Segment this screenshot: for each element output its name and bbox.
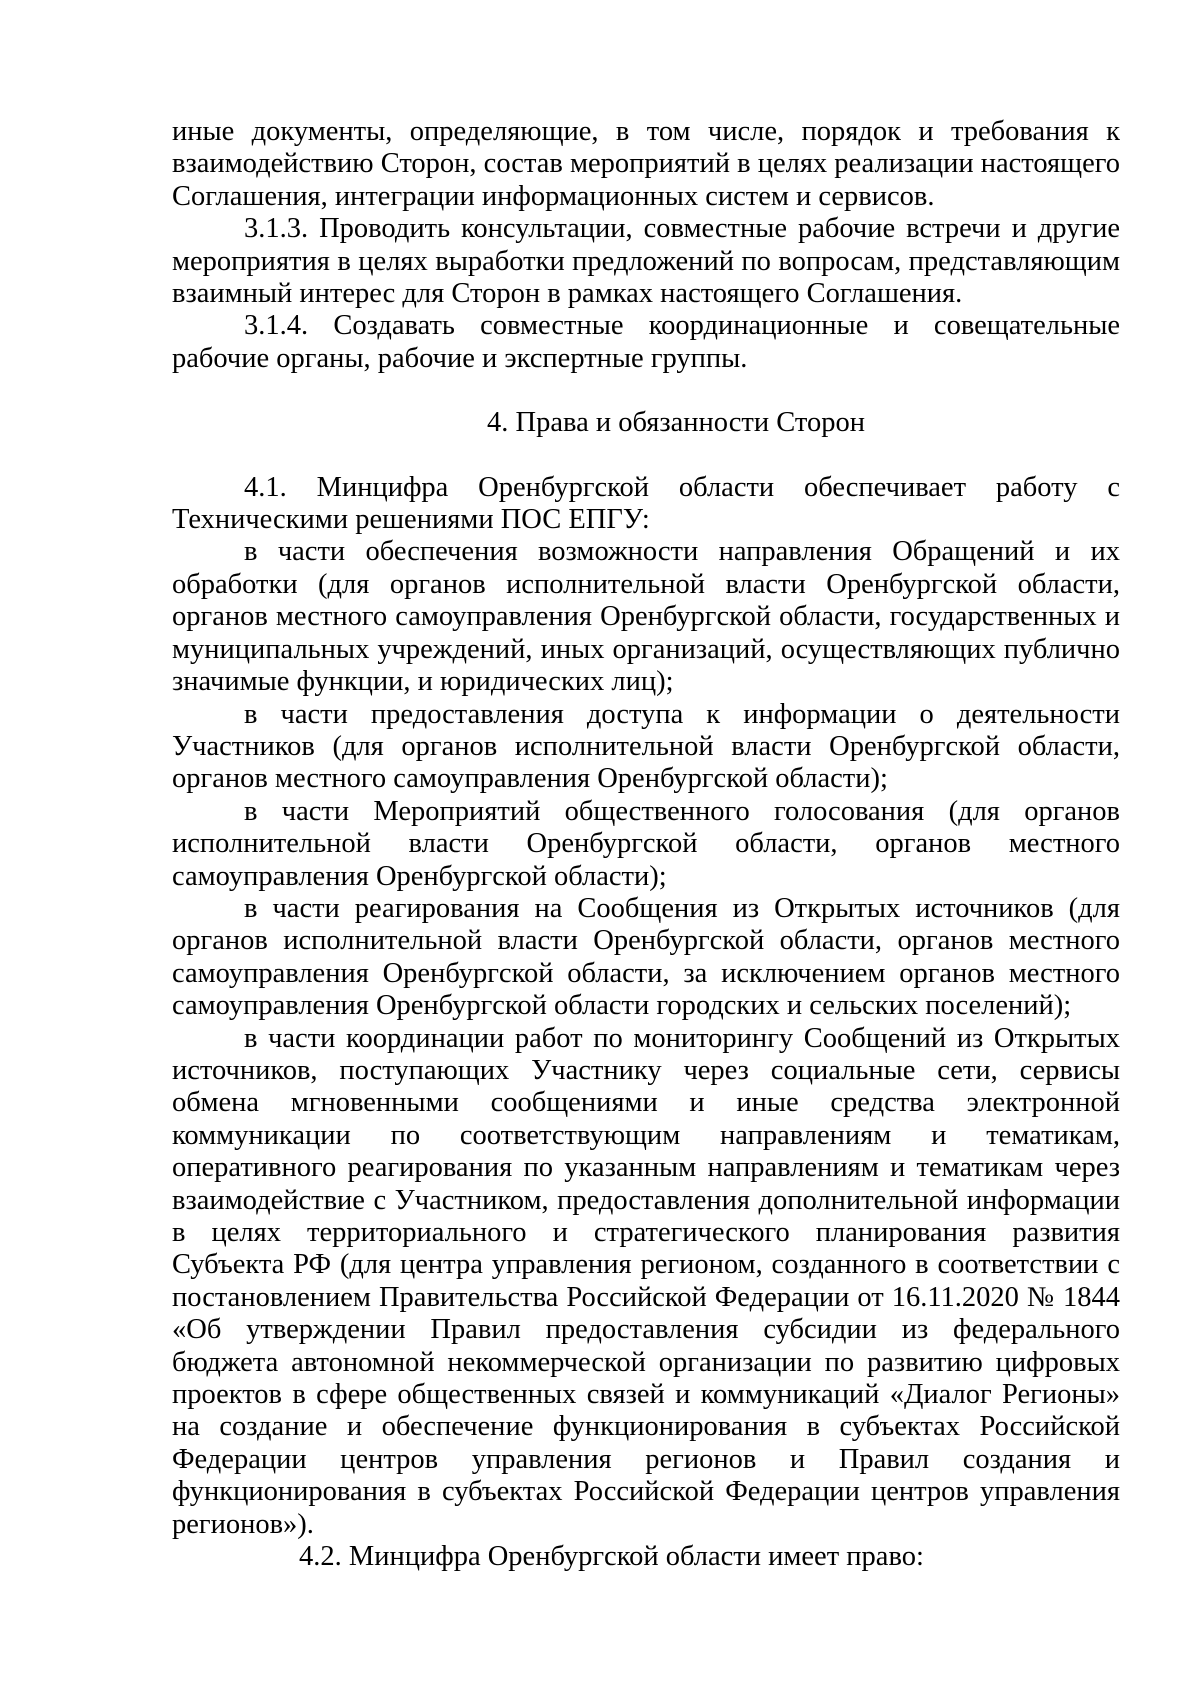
list-item-open-sources: в части реагирования на Сообщения из Открытых источников (для органов исполнительной власти Оренбургской области, органов местного самоуправления Оренбургской области, за исключением органов местного самоуправления Оренбургской области городских и сельских поселений); <box>172 892 1120 1022</box>
paragraph-4-2: 4.2. Минцифра Оренбургской области имеет право: <box>299 1541 924 1573</box>
list-item-voting: в части Мероприятий общественного голосования (для органов исполнительной власти Оренбургской области, органов местного самоуправления Оренбургской области); <box>172 795 1120 892</box>
list-item-appeals: в части обеспечения возможности направления Обращений и их обработки (для органов исполнительной власти Оренбургской области, органов местного самоуправления Оренбургской области, государственных и муниципальных учреждений, иных организаций, осуществляющих публично значимые функции, и юридических лиц); <box>172 536 1120 698</box>
paragraph-4-1: 4.1. Минцифра Оренбургской области обеспечивает работу с Техническими решениями ПОС ЕПГУ: <box>172 471 1120 536</box>
paragraph-3-1-3: 3.1.3. Проводить консультации, совместные рабочие встречи и другие мероприятия в целях выработки предложений по вопросам, представляющим взаимный интерес для Сторон в рамках настоящего Соглашения. <box>172 213 1120 310</box>
paragraph-3-1-4: 3.1.4. Создавать совместные координационные и совещательные рабочие органы, рабочие и экспертные группы. <box>172 310 1120 374</box>
document-body <box>172 116 1120 1573</box>
list-item-info-access: в части предоставления доступа к информации о деятельности Участников (для органов исполнительной власти Оренбургской области, органов местного самоуправления Оренбургской области); <box>172 698 1120 795</box>
list-item-monitoring: в части координации работ по мониторингу Сообщений из Открытых источников, поступающих Участнику через социальные сети, сервисы обмена мгновенными сообщениями и иные средства электронной коммуникации по соответствующим направлениям и тематикам, оперативного реагирования по указанным направлениям и тематикам через взаимодействие с Участником, предоставления дополнительной информации в целях территориального и стратегического планирования развития Субъекта РФ (для центра управления регионом, созданного в соответствии с постановлением Правительства Российской Федерации от 16.11.2020 № 1844 «Об утверждении Правил предоставления субсидии из федерального бюджета автономной некоммерческой организации по развитию цифровых проектов в сфере общественных связей и коммуникаций «Диалог Регионы» на создание и обеспечение функционирования в субъектах Российской Федерации центров управления регионов и Правил создания и функционирования в субъектах Российской Федерации центров управления регионов»). <box>172 1022 1120 1540</box>
paragraph-continuation: иные документы, определяющие, в том числе, порядок и требования к взаимодействию Сторон, состав мероприятий в целях реализации настоящего Соглашения, интеграции информационных систем и сервисов. <box>172 116 1120 212</box>
section-heading: 4. Права и обязанности Сторон <box>487 407 865 439</box>
